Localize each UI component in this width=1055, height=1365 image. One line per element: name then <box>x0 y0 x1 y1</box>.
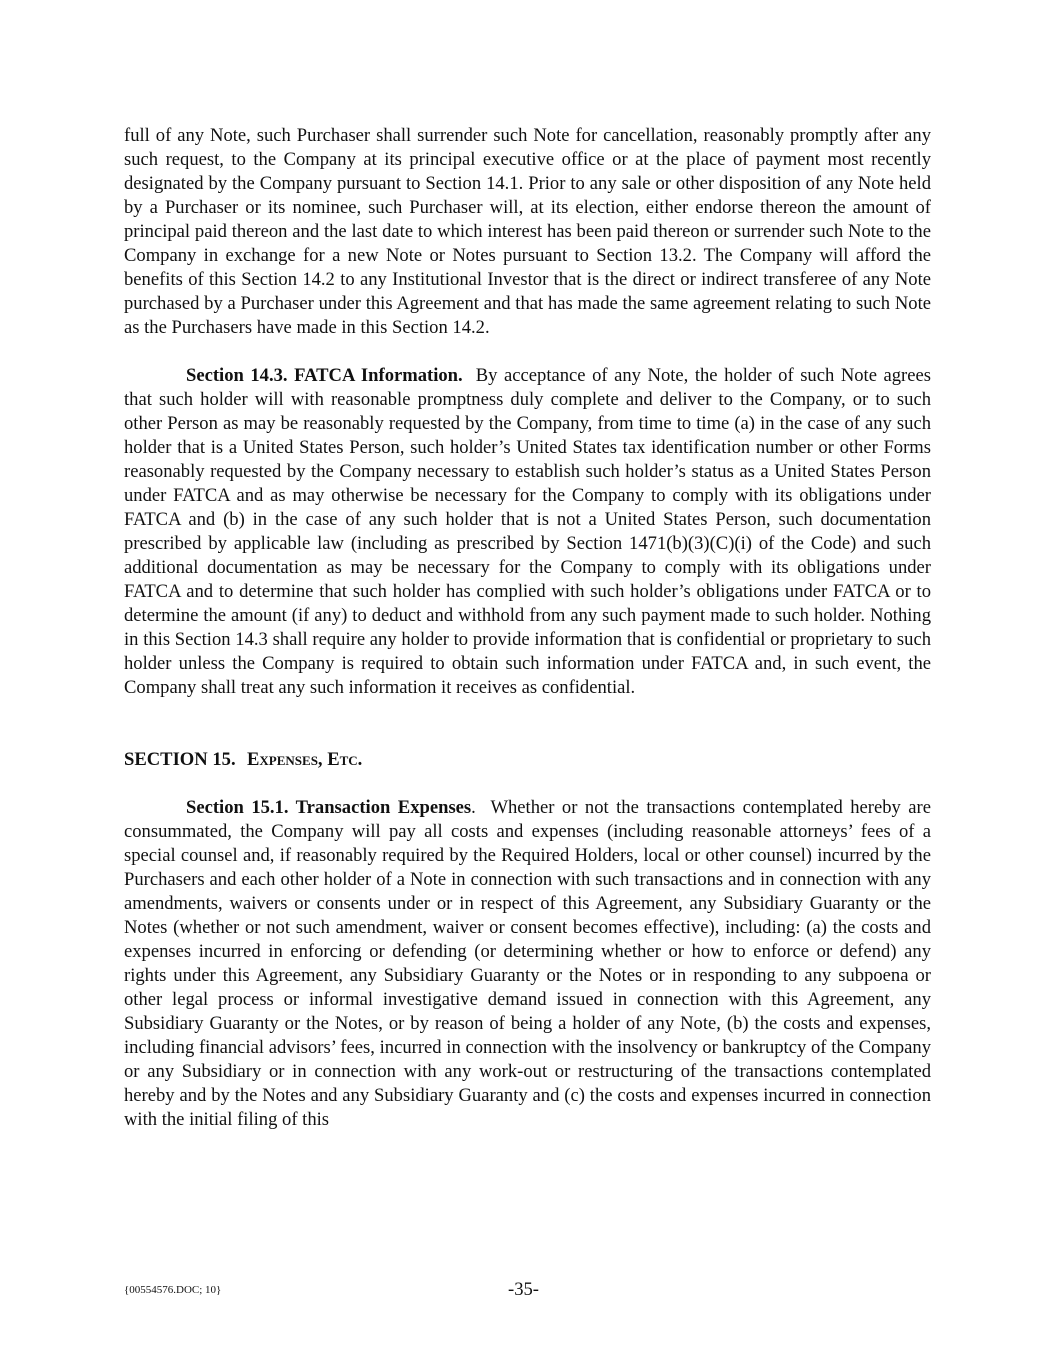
section-15-1-text: Whether or not the transactions contemplated hereby are consummated, the Company will pay all costs and expenses (including reasonable attorneys’ fees of a special counsel and, if reasonably required by the Required Holders, local or other counsel) incurred by the Purchasers and each other holder of a Note in connection with such transactions and in connection with any amendments, waivers or consents under or in respect of this Agreement, any Subsidiary Guaranty or the Notes (whether or not such amendment, waiver or consent becomes effective), including: (a) the costs and expenses incurred in enforcing or defending (or determining whether or how to enforce or defend) any rights under this Agreement, any Subsidiary Guaranty or the Notes or in responding to any subpoena or other legal process or informal investigative demand issued in connection with this Agreement, any Subsidiary Guaranty or the Notes, or by reason of being a holder of any Note, (b) the costs and expenses, including financial advisors’ fees, incurred in connection with the insolvency or bankruptcy of the Company or any Subsidiary or in connection with any work-out or restructuring of the transactions contemplated hereby and by the Notes and any Subsidiary Guaranty and (c) the costs and expenses incurred in connection with the initial filing of this <box>124 797 931 1130</box>
section-15-title: Expenses, Etc. <box>247 749 363 770</box>
section-15-1-heading-period: . <box>471 797 476 818</box>
section-14-3-heading: Section 14.3. FATCA Information. <box>186 365 463 386</box>
section-15-number: SECTION 15. <box>124 749 236 770</box>
footer-doc-code: {00554576.DOC; 10} <box>124 1284 222 1296</box>
paragraph-section-14-3 <box>124 364 931 700</box>
section-15-heading <box>124 748 931 772</box>
section-15-1-heading: Section 15.1. Transaction Expenses <box>186 797 472 818</box>
paragraph-continuation: full of any Note, such Purchaser shall surrender such Note for cancellation, reasonably promptly after any such request, to the Company at its principal executive office or at the place of payment most recently designated by the Company pursuant to Section 14.1. Prior to any sale or other disposition of any Note held by a Purchaser or its nominee, such Purchaser will, at its election, either endorse thereon the amount of principal paid thereon and the last date to which interest has been paid thereon or surrender such Note to the Company in exchange for a new Note or Notes pursuant to Section 13.2. The Company will afford the benefits of this Section 14.2 to any Institutional Investor that is the direct or indirect transferee of any Note purchased by a Purchaser under this Agreement and that has made the same agreement relating to such Note as the Purchasers have made in this Section 14.2. <box>124 125 931 338</box>
document-page <box>124 124 931 1132</box>
paragraph-section-15-1 <box>124 796 931 1132</box>
section-14-3-text: By acceptance of any Note, the holder of such Note agrees that such holder will with reasonable promptness duly complete and deliver to the Company, or to such other Person as may be reasonably requested by the Company, from time to time (a) in the case of any such holder that is a United States Person, such holder’s United States tax identification number or other Forms reasonably requested by the Company necessary to establish such holder’s status as a United States Person under FATCA and as may otherwise be necessary for the Company to comply with its obligations under FATCA and (b) in the case of any such holder that is not a United States Person, such documentation prescribed by applicable law (including as prescribed by Section 1471(b)(3)(C)(i) of the Code) and such additional documentation as may be necessary for the Company to comply with its obligations under FATCA and to determine that such holder has complied with such holder’s obligations under FATCA or to determine the amount (if any) to deduct and withhold from any such payment made to such holder. Nothing in this Section 14.3 shall require any holder to provide information that is confidential or proprietary to such holder unless the Company is required to obtain such information under FATCA and, in such event, the Company shall treat any such information it receives as confidential. <box>124 365 931 698</box>
footer-page-number: -35- <box>508 1279 539 1300</box>
